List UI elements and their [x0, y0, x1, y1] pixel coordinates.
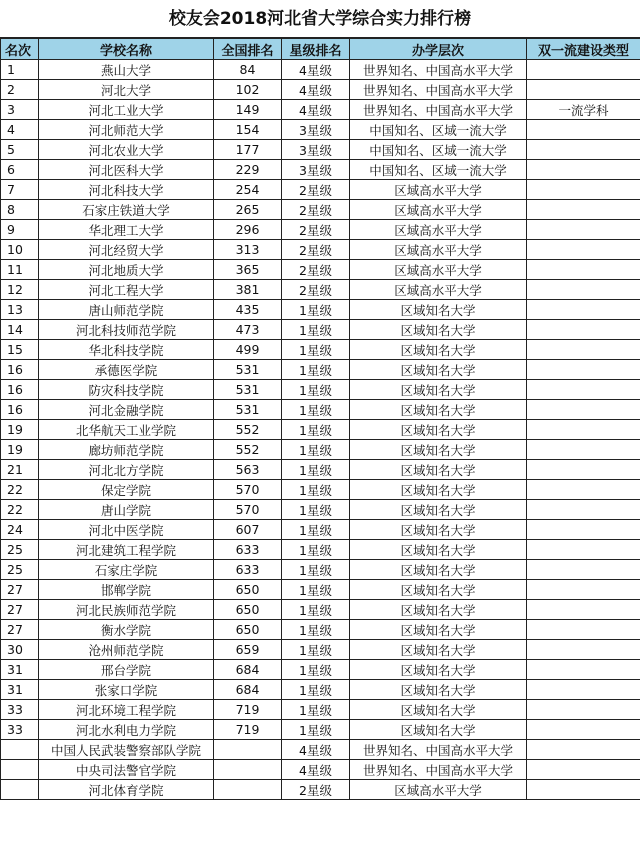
cell-school: 中央司法警官学院 [39, 760, 214, 780]
cell-national-rank: 607 [214, 520, 282, 540]
cell-tier: 区域高水平大学 [350, 200, 527, 220]
cell-school: 唐山学院 [39, 500, 214, 520]
cell-star-level: 3星级 [282, 120, 350, 140]
cell-tier: 世界知名、中国高水平大学 [350, 100, 527, 120]
table-row [1, 580, 640, 600]
cell-national-rank: 684 [214, 660, 282, 680]
cell-national-rank: 650 [214, 580, 282, 600]
cell-rank [1, 760, 39, 780]
cell-national-rank: 177 [214, 140, 282, 160]
cell-star-level: 1星级 [282, 360, 350, 380]
cell-rank: 19 [1, 440, 39, 460]
cell-double-first-class [527, 420, 640, 440]
cell-school: 廊坊师范学院 [39, 440, 214, 460]
table-row [1, 180, 640, 200]
cell-double-first-class [527, 500, 640, 520]
cell-double-first-class [527, 740, 640, 760]
cell-star-level: 1星级 [282, 580, 350, 600]
cell-rank: 22 [1, 500, 39, 520]
cell-school: 河北建筑工程学院 [39, 540, 214, 560]
cell-school: 河北科技师范学院 [39, 320, 214, 340]
cell-double-first-class [527, 440, 640, 460]
cell-rank: 22 [1, 480, 39, 500]
table-row [1, 420, 640, 440]
cell-star-level: 2星级 [282, 200, 350, 220]
cell-tier: 区域知名大学 [350, 360, 527, 380]
cell-double-first-class [527, 260, 640, 280]
cell-double-first-class [527, 200, 640, 220]
cell-double-first-class [527, 340, 640, 360]
cell-double-first-class [527, 80, 640, 100]
cell-rank: 5 [1, 140, 39, 160]
cell-rank: 15 [1, 340, 39, 360]
cell-tier: 区域知名大学 [350, 580, 527, 600]
cell-national-rank: 650 [214, 600, 282, 620]
cell-school: 河北水利电力学院 [39, 720, 214, 740]
cell-school: 保定学院 [39, 480, 214, 500]
cell-school: 河北中医学院 [39, 520, 214, 540]
cell-national-rank: 633 [214, 540, 282, 560]
cell-national-rank: 154 [214, 120, 282, 140]
cell-school: 中国人民武装警察部队学院 [39, 740, 214, 760]
header-rank: 名次 [1, 39, 39, 60]
cell-double-first-class [527, 760, 640, 780]
cell-star-level: 2星级 [282, 780, 350, 800]
cell-national-rank: 570 [214, 480, 282, 500]
cell-tier: 世界知名、中国高水平大学 [350, 60, 527, 80]
table-row [1, 680, 640, 700]
table-row [1, 220, 640, 240]
table-body [1, 60, 640, 800]
table-row [1, 360, 640, 380]
cell-national-rank: 102 [214, 80, 282, 100]
cell-rank: 24 [1, 520, 39, 540]
cell-rank: 27 [1, 600, 39, 620]
cell-tier: 区域知名大学 [350, 460, 527, 480]
table-row [1, 720, 640, 740]
cell-rank: 27 [1, 580, 39, 600]
cell-school: 河北民族师范学院 [39, 600, 214, 620]
cell-tier: 区域知名大学 [350, 500, 527, 520]
cell-double-first-class [527, 700, 640, 720]
cell-double-first-class [527, 600, 640, 620]
cell-rank: 16 [1, 360, 39, 380]
table-header-row [1, 39, 640, 60]
cell-star-level: 1星级 [282, 300, 350, 320]
cell-tier: 区域知名大学 [350, 660, 527, 680]
cell-school: 邯郸学院 [39, 580, 214, 600]
cell-national-rank [214, 760, 282, 780]
cell-school: 华北科技学院 [39, 340, 214, 360]
cell-tier: 区域知名大学 [350, 680, 527, 700]
table-row [1, 480, 640, 500]
cell-rank: 9 [1, 220, 39, 240]
header-national-rank: 全国排名 [214, 39, 282, 60]
header-star-level: 星级排名 [282, 39, 350, 60]
cell-national-rank: 84 [214, 60, 282, 80]
cell-tier: 区域知名大学 [350, 480, 527, 500]
cell-rank: 25 [1, 560, 39, 580]
cell-national-rank: 563 [214, 460, 282, 480]
cell-rank [1, 780, 39, 800]
cell-school: 张家口学院 [39, 680, 214, 700]
cell-school: 北华航天工业学院 [39, 420, 214, 440]
table-row [1, 600, 640, 620]
cell-national-rank: 659 [214, 640, 282, 660]
cell-tier: 区域知名大学 [350, 700, 527, 720]
cell-rank [1, 740, 39, 760]
cell-national-rank: 531 [214, 360, 282, 380]
cell-rank: 27 [1, 620, 39, 640]
cell-double-first-class [527, 560, 640, 580]
cell-rank: 21 [1, 460, 39, 480]
cell-rank: 10 [1, 240, 39, 260]
cell-school: 河北工程大学 [39, 280, 214, 300]
cell-star-level: 1星级 [282, 460, 350, 480]
table-row [1, 280, 640, 300]
cell-star-level: 1星级 [282, 520, 350, 540]
cell-double-first-class [527, 120, 640, 140]
cell-tier: 区域知名大学 [350, 440, 527, 460]
cell-school: 河北金融学院 [39, 400, 214, 420]
cell-double-first-class [527, 400, 640, 420]
cell-star-level: 1星级 [282, 640, 350, 660]
cell-rank: 30 [1, 640, 39, 660]
cell-star-level: 1星级 [282, 380, 350, 400]
cell-star-level: 1星级 [282, 420, 350, 440]
cell-school: 衡水学院 [39, 620, 214, 640]
cell-star-level: 2星级 [282, 280, 350, 300]
cell-school: 燕山大学 [39, 60, 214, 80]
table-row [1, 120, 640, 140]
cell-rank: 4 [1, 120, 39, 140]
page-title: 校友会2018河北省大学综合实力排行榜 [0, 0, 640, 38]
table-row [1, 700, 640, 720]
cell-tier: 世界知名、中国高水平大学 [350, 740, 527, 760]
cell-national-rank: 149 [214, 100, 282, 120]
cell-tier: 区域高水平大学 [350, 780, 527, 800]
cell-rank: 11 [1, 260, 39, 280]
cell-double-first-class [527, 480, 640, 500]
cell-star-level: 1星级 [282, 540, 350, 560]
table-row [1, 440, 640, 460]
cell-school: 华北理工大学 [39, 220, 214, 240]
cell-rank: 19 [1, 420, 39, 440]
cell-star-level: 3星级 [282, 160, 350, 180]
cell-tier: 区域知名大学 [350, 340, 527, 360]
cell-double-first-class [527, 780, 640, 800]
cell-tier: 区域高水平大学 [350, 260, 527, 280]
cell-tier: 区域高水平大学 [350, 240, 527, 260]
cell-double-first-class [527, 180, 640, 200]
table-row [1, 200, 640, 220]
cell-double-first-class [527, 60, 640, 80]
cell-star-level: 1星级 [282, 440, 350, 460]
table-row [1, 80, 640, 100]
cell-double-first-class [527, 720, 640, 740]
cell-rank: 25 [1, 540, 39, 560]
cell-school: 河北地质大学 [39, 260, 214, 280]
cell-double-first-class [527, 620, 640, 640]
table-row [1, 500, 640, 520]
table-row [1, 760, 640, 780]
cell-national-rank: 435 [214, 300, 282, 320]
cell-national-rank: 254 [214, 180, 282, 200]
cell-school: 河北经贸大学 [39, 240, 214, 260]
table-row [1, 660, 640, 680]
cell-national-rank [214, 780, 282, 800]
cell-double-first-class [527, 220, 640, 240]
table-row [1, 780, 640, 800]
header-school: 学校名称 [39, 39, 214, 60]
cell-national-rank: 381 [214, 280, 282, 300]
cell-tier: 世界知名、中国高水平大学 [350, 80, 527, 100]
header-double-first-class: 双一流建设类型 [527, 39, 640, 60]
cell-school: 河北农业大学 [39, 140, 214, 160]
cell-tier: 区域知名大学 [350, 560, 527, 580]
cell-tier: 区域高水平大学 [350, 280, 527, 300]
cell-star-level: 1星级 [282, 660, 350, 680]
table-row [1, 540, 640, 560]
cell-rank: 3 [1, 100, 39, 120]
cell-national-rank: 229 [214, 160, 282, 180]
cell-star-level: 2星级 [282, 240, 350, 260]
cell-national-rank: 552 [214, 420, 282, 440]
cell-tier: 区域知名大学 [350, 620, 527, 640]
cell-tier: 区域知名大学 [350, 420, 527, 440]
cell-double-first-class [527, 640, 640, 660]
cell-double-first-class [527, 300, 640, 320]
cell-star-level: 1星级 [282, 620, 350, 640]
cell-star-level: 1星级 [282, 600, 350, 620]
table-row [1, 380, 640, 400]
cell-tier: 区域高水平大学 [350, 220, 527, 240]
table-row [1, 140, 640, 160]
cell-double-first-class [527, 680, 640, 700]
table-row [1, 160, 640, 180]
cell-school: 河北体育学院 [39, 780, 214, 800]
cell-school: 沧州师范学院 [39, 640, 214, 660]
cell-star-level: 4星级 [282, 80, 350, 100]
table-row [1, 300, 640, 320]
cell-double-first-class [527, 140, 640, 160]
cell-star-level: 2星级 [282, 180, 350, 200]
cell-star-level: 2星级 [282, 220, 350, 240]
cell-tier: 世界知名、中国高水平大学 [350, 760, 527, 780]
cell-tier: 区域知名大学 [350, 380, 527, 400]
cell-national-rank: 570 [214, 500, 282, 520]
cell-star-level: 1星级 [282, 400, 350, 420]
table-row [1, 240, 640, 260]
cell-national-rank [214, 740, 282, 760]
cell-tier: 区域知名大学 [350, 540, 527, 560]
cell-double-first-class [527, 580, 640, 600]
cell-national-rank: 633 [214, 560, 282, 580]
cell-national-rank: 365 [214, 260, 282, 280]
cell-double-first-class [527, 660, 640, 680]
cell-tier: 区域高水平大学 [350, 180, 527, 200]
cell-school: 石家庄铁道大学 [39, 200, 214, 220]
cell-national-rank: 531 [214, 400, 282, 420]
cell-star-level: 1星级 [282, 560, 350, 580]
cell-school: 河北北方学院 [39, 460, 214, 480]
cell-star-level: 1星级 [282, 680, 350, 700]
cell-tier: 区域知名大学 [350, 400, 527, 420]
cell-school: 承德医学院 [39, 360, 214, 380]
cell-star-level: 4星级 [282, 100, 350, 120]
table-row [1, 60, 640, 80]
ranking-table [0, 38, 640, 800]
cell-national-rank: 552 [214, 440, 282, 460]
cell-star-level: 2星级 [282, 260, 350, 280]
cell-national-rank: 531 [214, 380, 282, 400]
cell-school: 河北师范大学 [39, 120, 214, 140]
cell-rank: 33 [1, 700, 39, 720]
cell-double-first-class: 一流学科 [527, 100, 640, 120]
cell-rank: 12 [1, 280, 39, 300]
cell-school: 河北医科大学 [39, 160, 214, 180]
cell-rank: 16 [1, 380, 39, 400]
cell-national-rank: 650 [214, 620, 282, 640]
cell-school: 河北科技大学 [39, 180, 214, 200]
cell-national-rank: 265 [214, 200, 282, 220]
cell-double-first-class [527, 160, 640, 180]
cell-rank: 2 [1, 80, 39, 100]
table-row [1, 560, 640, 580]
cell-star-level: 1星级 [282, 480, 350, 500]
cell-national-rank: 313 [214, 240, 282, 260]
cell-rank: 6 [1, 160, 39, 180]
cell-national-rank: 684 [214, 680, 282, 700]
cell-double-first-class [527, 320, 640, 340]
cell-tier: 区域知名大学 [350, 720, 527, 740]
table-row [1, 320, 640, 340]
cell-star-level: 3星级 [282, 140, 350, 160]
table-row [1, 740, 640, 760]
cell-double-first-class [527, 460, 640, 480]
header-tier: 办学层次 [350, 39, 527, 60]
cell-star-level: 1星级 [282, 720, 350, 740]
table-row [1, 100, 640, 120]
cell-school: 防灾科技学院 [39, 380, 214, 400]
cell-tier: 区域知名大学 [350, 320, 527, 340]
cell-school: 河北工业大学 [39, 100, 214, 120]
cell-star-level: 1星级 [282, 340, 350, 360]
cell-rank: 31 [1, 660, 39, 680]
table-row [1, 260, 640, 280]
cell-national-rank: 473 [214, 320, 282, 340]
cell-tier: 中国知名、区域一流大学 [350, 140, 527, 160]
cell-tier: 中国知名、区域一流大学 [350, 120, 527, 140]
table-row [1, 520, 640, 540]
cell-star-level: 1星级 [282, 500, 350, 520]
cell-school: 石家庄学院 [39, 560, 214, 580]
table-row [1, 640, 640, 660]
cell-double-first-class [527, 240, 640, 260]
table-row [1, 620, 640, 640]
cell-tier: 区域知名大学 [350, 600, 527, 620]
cell-double-first-class [527, 520, 640, 540]
cell-school: 唐山师范学院 [39, 300, 214, 320]
cell-school: 河北环境工程学院 [39, 700, 214, 720]
cell-school: 河北大学 [39, 80, 214, 100]
cell-double-first-class [527, 380, 640, 400]
table-row [1, 460, 640, 480]
cell-rank: 14 [1, 320, 39, 340]
cell-tier: 区域知名大学 [350, 520, 527, 540]
cell-national-rank: 499 [214, 340, 282, 360]
cell-double-first-class [527, 280, 640, 300]
cell-national-rank: 296 [214, 220, 282, 240]
cell-rank: 7 [1, 180, 39, 200]
cell-tier: 区域知名大学 [350, 640, 527, 660]
cell-tier: 中国知名、区域一流大学 [350, 160, 527, 180]
cell-national-rank: 719 [214, 700, 282, 720]
table-row [1, 400, 640, 420]
table-row [1, 340, 640, 360]
cell-rank: 1 [1, 60, 39, 80]
cell-star-level: 4星级 [282, 760, 350, 780]
cell-star-level: 4星级 [282, 60, 350, 80]
cell-star-level: 4星级 [282, 740, 350, 760]
cell-star-level: 1星级 [282, 320, 350, 340]
cell-rank: 31 [1, 680, 39, 700]
cell-star-level: 1星级 [282, 700, 350, 720]
cell-double-first-class [527, 360, 640, 380]
cell-rank: 8 [1, 200, 39, 220]
cell-national-rank: 719 [214, 720, 282, 740]
cell-school: 邢台学院 [39, 660, 214, 680]
cell-rank: 13 [1, 300, 39, 320]
cell-rank: 16 [1, 400, 39, 420]
cell-rank: 33 [1, 720, 39, 740]
cell-tier: 区域知名大学 [350, 300, 527, 320]
cell-double-first-class [527, 540, 640, 560]
